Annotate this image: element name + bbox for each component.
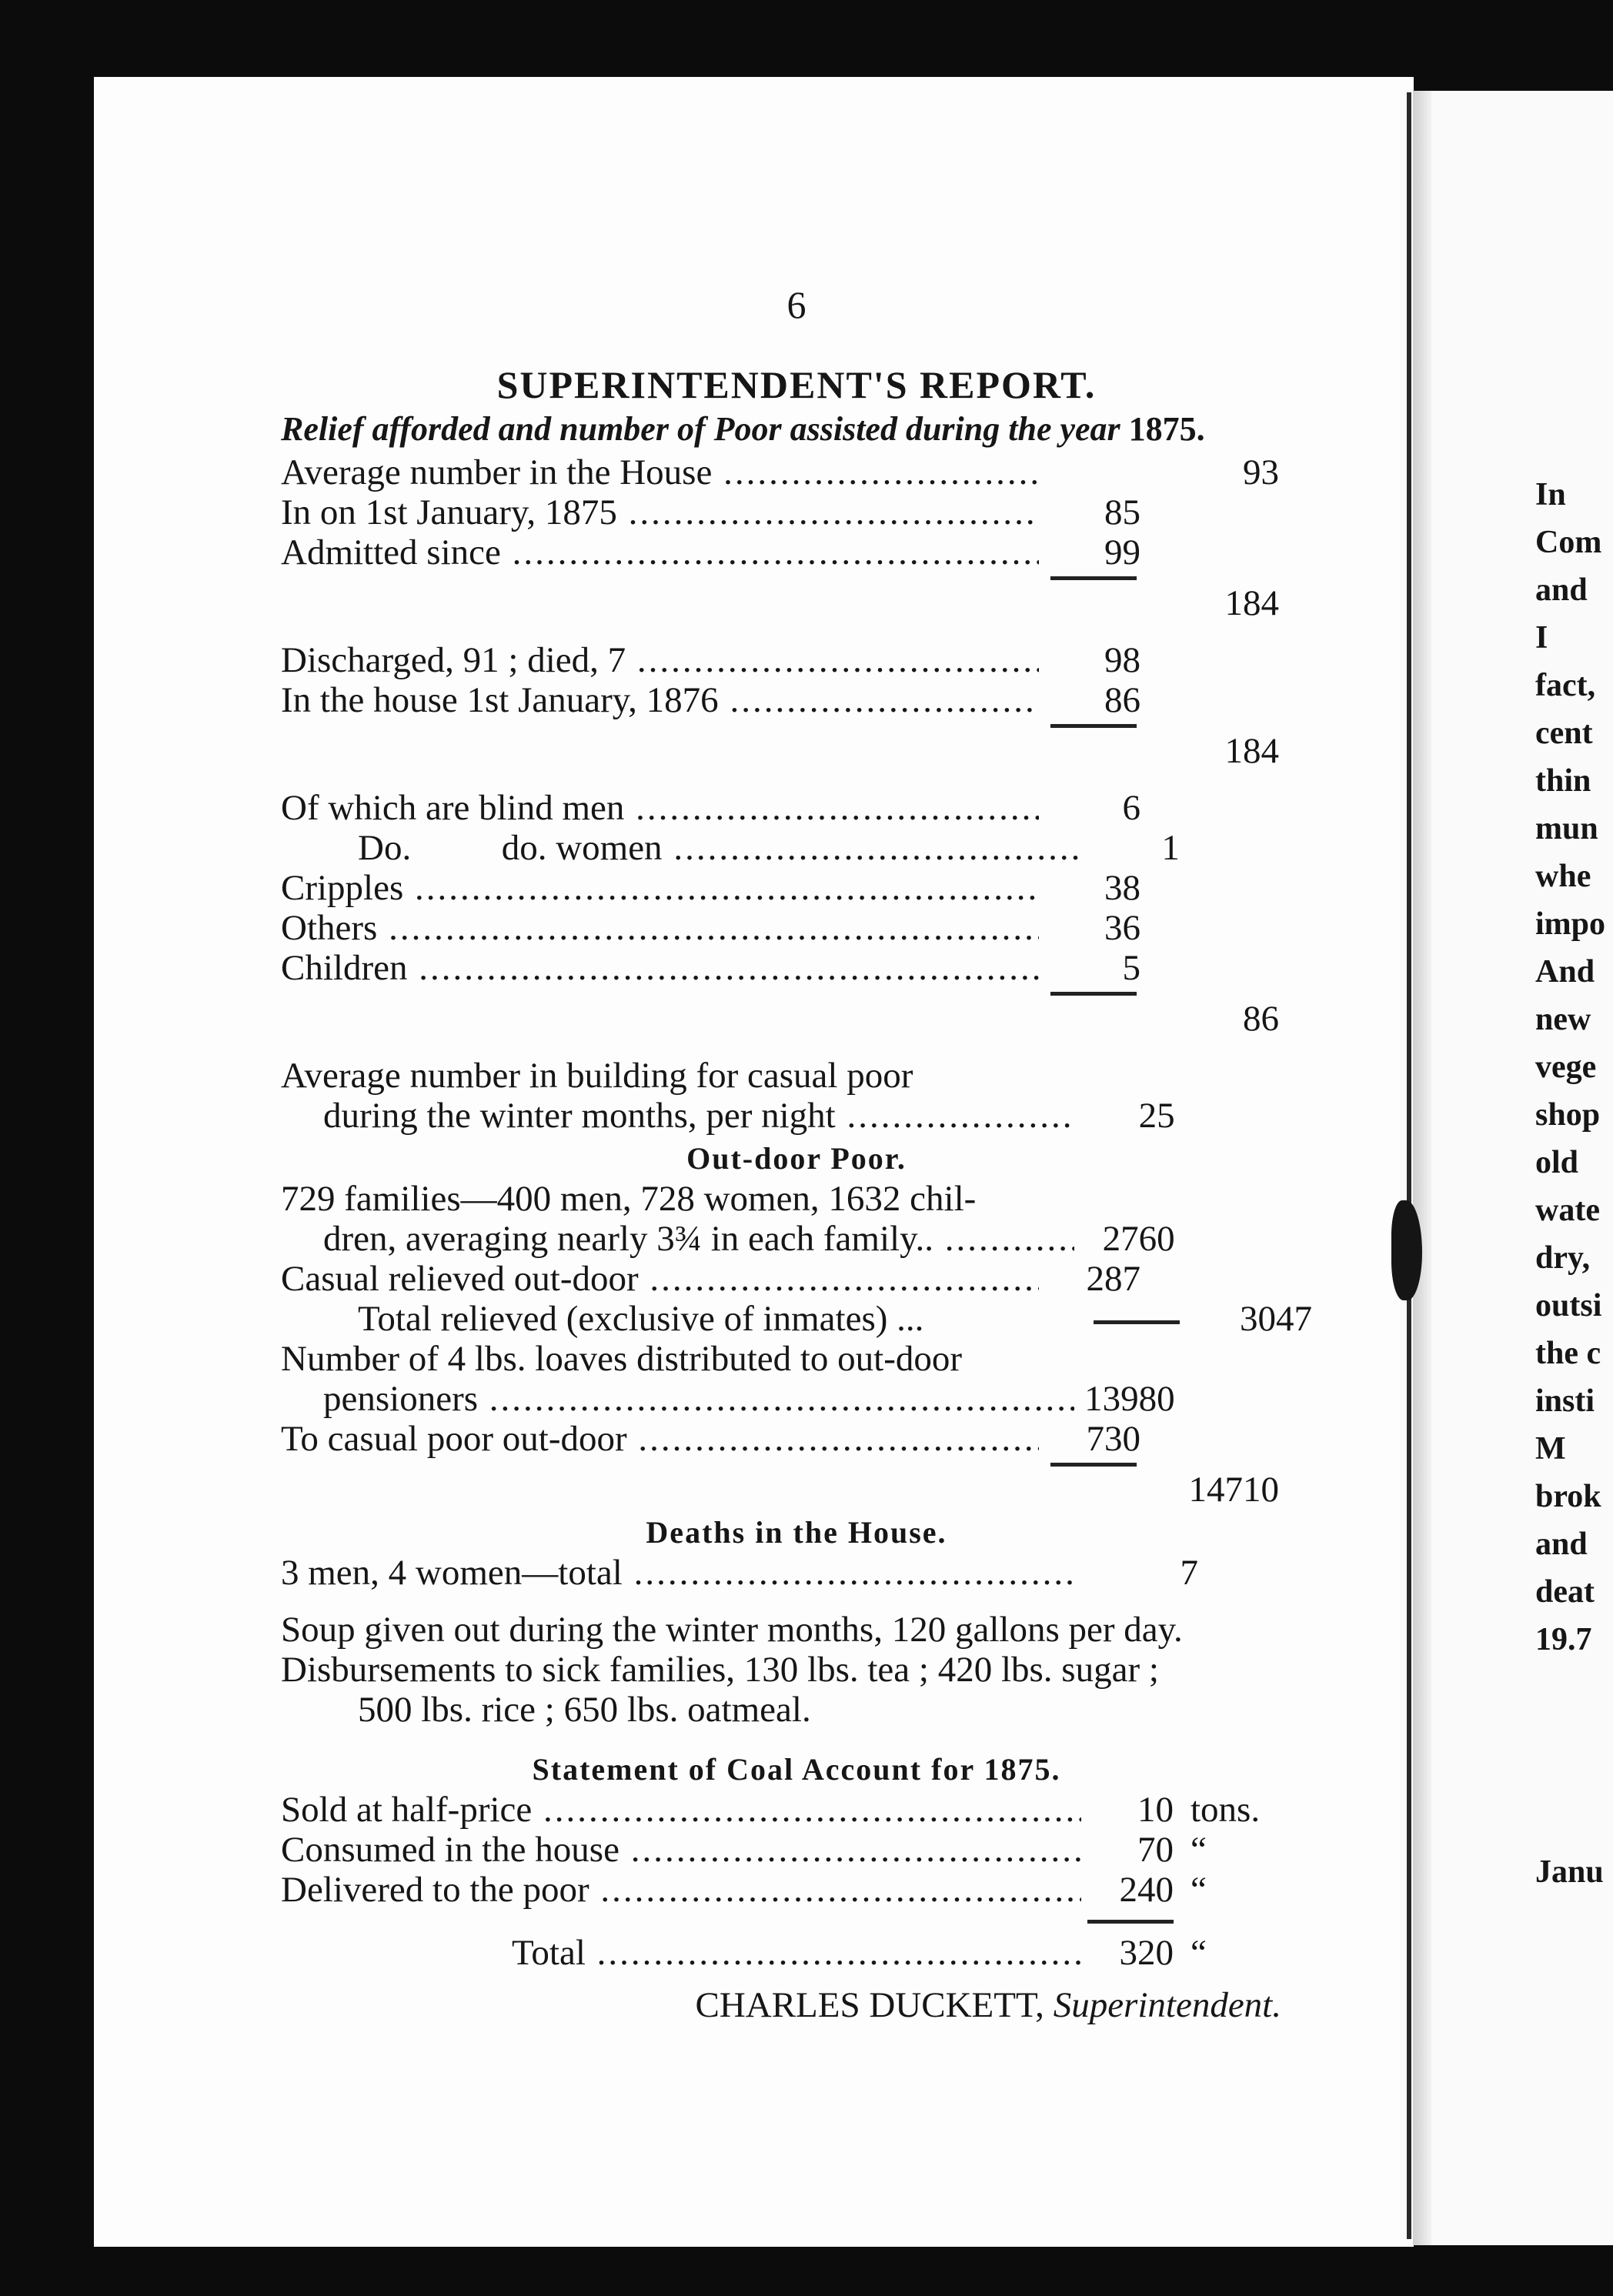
table-row xyxy=(281,1219,1312,1259)
inmates-total: 86 xyxy=(1243,999,1279,1039)
fragment: M xyxy=(1535,1431,1566,1467)
row-total: 93 xyxy=(1243,452,1279,492)
page-number: 6 xyxy=(786,283,806,326)
table-row xyxy=(281,1830,1312,1870)
row-label: Delivered to the poor ..... xyxy=(281,1870,1081,1910)
fragment: And xyxy=(1535,954,1595,989)
subtotal-row xyxy=(281,1470,1312,1510)
subtotal-row xyxy=(281,731,1312,771)
row-label: pensioners ..... xyxy=(281,1379,1074,1419)
fragment: new xyxy=(1535,1002,1591,1037)
table-row xyxy=(281,1790,1312,1830)
row-label: Discharged, 91 ; died, 7 ..... xyxy=(281,640,1039,680)
row-label: Others ..... xyxy=(281,908,1039,948)
table-row xyxy=(281,788,1312,828)
soup-line: Soup given out during the winter months, 120 gallons per day. xyxy=(281,1610,1183,1650)
sum-rule-row xyxy=(281,1459,1312,1470)
deaths-heading: Deaths in the House. xyxy=(646,1515,947,1550)
row-label: Casual relieved out-door ..... xyxy=(281,1259,1039,1299)
table-row xyxy=(281,1933,1312,1973)
outdoor-heading: Out-door Poor. xyxy=(686,1141,907,1176)
row-value: 98 xyxy=(1104,640,1140,680)
signature-name: CHARLES DUCKETT, xyxy=(695,1985,1044,2025)
fragment: the c xyxy=(1535,1336,1601,1371)
row-value: 2760 xyxy=(1102,1219,1175,1259)
table-row xyxy=(281,828,1312,868)
row-unit: tons. xyxy=(1191,1790,1261,1830)
row-value: 7 xyxy=(1180,1553,1198,1593)
coal-total-value: 320 xyxy=(1119,1933,1174,1973)
table-row xyxy=(281,1419,1312,1459)
fragment: brok xyxy=(1535,1479,1601,1514)
fragment: thin xyxy=(1535,763,1591,799)
table-row xyxy=(281,452,1312,492)
table-row xyxy=(281,1553,1312,1593)
fragment: cent xyxy=(1535,716,1593,751)
coal-heading: Statement of Coal Account for 1875. xyxy=(532,1752,1061,1787)
row-value: 6 xyxy=(1122,788,1140,828)
sum-rule xyxy=(1050,992,1137,996)
row-label: Do. do. women ..... xyxy=(281,828,1083,868)
table-row xyxy=(281,1259,1312,1299)
fragment: old xyxy=(1535,1145,1579,1180)
fragment: In xyxy=(1535,477,1566,512)
row-value: 36 xyxy=(1104,908,1140,948)
fragment: impo xyxy=(1535,906,1606,942)
loaves-total: 14710 xyxy=(1188,1470,1279,1510)
sum-rule-row xyxy=(281,720,1312,731)
row-label: Of which are blind men ..... xyxy=(281,788,1039,828)
fragment: I xyxy=(1535,620,1548,656)
fragment: Com xyxy=(1535,525,1602,560)
fragment: wate xyxy=(1535,1193,1600,1228)
casual-average-line1: Average number in building for casual poor xyxy=(281,1056,913,1096)
total-relieved-value: 3047 xyxy=(1240,1299,1313,1339)
row-value: 5 xyxy=(1122,948,1140,988)
row-label: dren, averaging nearly 3¾ in each family.. ..... xyxy=(281,1219,1074,1259)
subtotal-row xyxy=(281,999,1312,1039)
page-title: SUPERINTENDENT'S REPORT. xyxy=(496,363,1097,406)
sum-rule-row xyxy=(281,988,1312,999)
right-page-fragments xyxy=(1535,471,1605,1896)
fragment: Janu xyxy=(1535,1854,1604,1890)
fragment: mun xyxy=(1535,811,1598,846)
row-value: 25 xyxy=(1138,1096,1175,1136)
row-value: 99 xyxy=(1104,532,1140,572)
fragment: 19.7 xyxy=(1535,1622,1592,1657)
sum-rule-row xyxy=(281,1910,1312,1933)
fragment: outsi xyxy=(1535,1288,1602,1323)
table-row xyxy=(281,868,1312,908)
row-value: 86 xyxy=(1104,680,1140,720)
sum-rule xyxy=(1050,576,1137,580)
spacer xyxy=(281,1730,1312,1747)
row-value: 13980 xyxy=(1084,1379,1175,1419)
loaves-line1: Number of 4 lbs. loaves distributed to out-door xyxy=(281,1339,963,1379)
row-unit: “ xyxy=(1191,1870,1207,1910)
page-gutter xyxy=(1407,92,1411,2239)
row-value: 10 xyxy=(1137,1790,1174,1830)
signature-role: Superintendent. xyxy=(1053,1985,1281,2025)
coal-total-unit: “ xyxy=(1191,1933,1207,1973)
row-value: 38 xyxy=(1104,868,1140,908)
row-label: In the house 1st January, 1876 ..... xyxy=(281,680,1039,720)
row-label: Consumed in the house ..... xyxy=(281,1830,1081,1870)
row-value: 240 xyxy=(1119,1870,1174,1910)
subtitle-year: 1875. xyxy=(1128,410,1205,448)
row-label: Average number in the House ..... xyxy=(281,452,1039,492)
sum-rule xyxy=(1087,1920,1174,1924)
table-row xyxy=(281,1096,1312,1136)
row-label: Admitted since ..... xyxy=(281,532,1039,572)
table-row xyxy=(281,908,1312,948)
table-row xyxy=(281,532,1312,572)
row-value: 70 xyxy=(1137,1830,1174,1870)
fragment: and xyxy=(1535,1527,1588,1562)
row-label: Sold at half-price ..... xyxy=(281,1790,1081,1830)
spacer xyxy=(281,1593,1312,1610)
row-label: 3 men, 4 women—total ..... xyxy=(281,1553,1074,1593)
fragment: vege xyxy=(1535,1050,1597,1085)
table-row xyxy=(281,1379,1312,1419)
sum-rule-row xyxy=(281,572,1312,583)
fragment: shop xyxy=(1535,1097,1601,1133)
subtotal-row xyxy=(281,583,1312,623)
row-unit: “ xyxy=(1191,1830,1207,1870)
sum-rule xyxy=(1050,1463,1137,1467)
spacer xyxy=(281,1039,1312,1056)
row-value: 287 xyxy=(1086,1259,1140,1299)
table-row xyxy=(281,948,1312,988)
row-label: Children ..... xyxy=(281,948,1039,988)
table-row xyxy=(281,1299,1312,1339)
fragment: deat xyxy=(1535,1574,1595,1610)
disbursements-line1: Disbursements to sick families, 130 lbs. tea ; 420 lbs. sugar ; xyxy=(281,1650,1159,1690)
row-label: To casual poor out-door ..... xyxy=(281,1419,1039,1459)
coal-total-label: Total ..... xyxy=(281,1933,1081,1973)
row-label: Cripples ..... xyxy=(281,868,1039,908)
spacer xyxy=(281,623,1312,640)
row-value: 85 xyxy=(1104,492,1140,532)
row-value: 1 xyxy=(1161,828,1180,868)
fold-shadow xyxy=(1413,91,1431,2245)
house-total: 184 xyxy=(1224,583,1279,623)
fragment: and xyxy=(1535,572,1588,608)
fragment: whe xyxy=(1535,859,1591,894)
fragment: dry, xyxy=(1535,1240,1591,1276)
fragment: insti xyxy=(1535,1383,1595,1419)
table-row xyxy=(281,1870,1312,1910)
disbursements-line2: 500 lbs. rice ; 650 lbs. oatmeal. xyxy=(358,1690,811,1730)
row-label: In on 1st January, 1875 ..... xyxy=(281,492,1039,532)
spacer xyxy=(1083,1299,1180,1339)
page-tear xyxy=(1391,1200,1422,1300)
fragment: fact, xyxy=(1535,668,1596,703)
row-value: 730 xyxy=(1086,1419,1140,1459)
table-row xyxy=(281,680,1312,720)
table-row xyxy=(281,492,1312,532)
row-label: during the winter months, per night ..... xyxy=(281,1096,1074,1136)
discharged-total: 184 xyxy=(1224,731,1279,771)
row-label: Total relieved (exclusive of inmates) ... xyxy=(358,1299,924,1339)
sum-rule xyxy=(1050,724,1137,728)
report-content xyxy=(281,285,1312,2025)
signature xyxy=(281,1985,1312,2025)
spacer xyxy=(281,771,1312,788)
subtitle xyxy=(281,409,1312,449)
families-line1: 729 families—400 men, 728 women, 1632 chil- xyxy=(281,1179,977,1219)
table-row xyxy=(281,640,1312,680)
subtitle-text: Relief afforded and number of Poor assisted during the year xyxy=(281,410,1120,448)
